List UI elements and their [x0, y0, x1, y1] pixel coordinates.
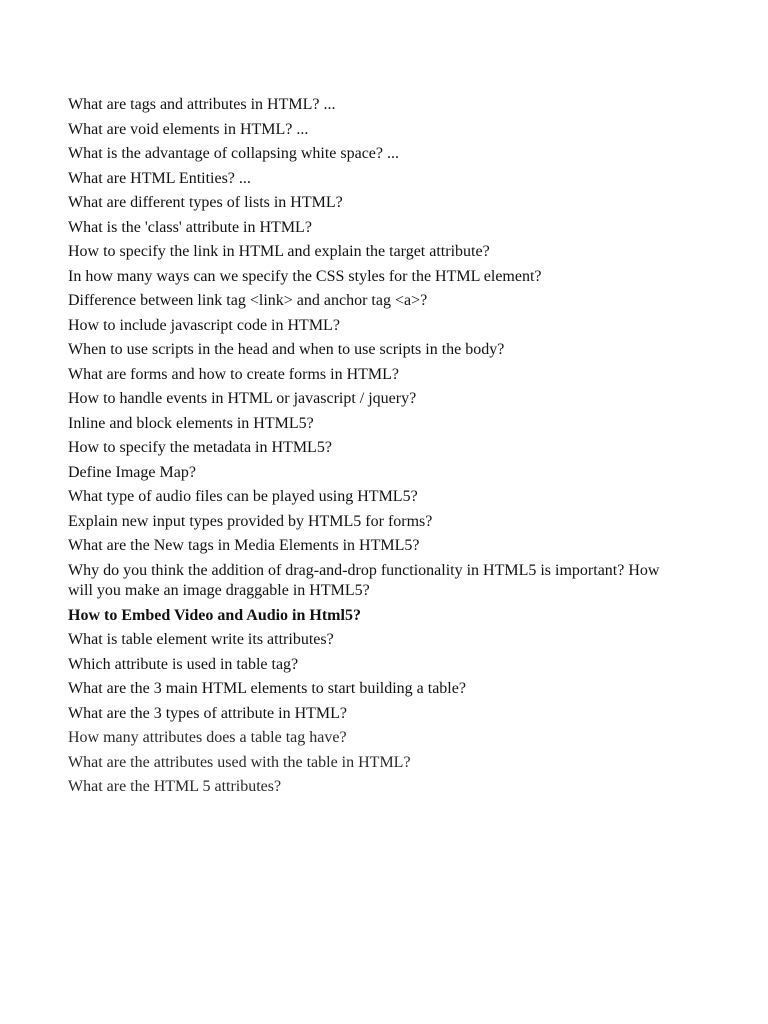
- list-item: How many attributes does a table tag have?: [68, 729, 347, 746]
- list-item: What is table element write its attributes?: [68, 631, 334, 648]
- list-item: How to handle events in HTML or javascript / jquery?: [68, 390, 417, 407]
- list-item: What are the 3 types of attribute in HTML?: [68, 704, 348, 722]
- list-item: What are different types of lists in HTML?: [68, 194, 343, 211]
- list-item: Explain new input types provided by HTML5 for forms?: [68, 512, 433, 530]
- list-item: What are forms and how to create forms in HTML?: [68, 365, 399, 383]
- list-item: What is the 'class' attribute in HTML?: [68, 218, 312, 236]
- list-item: What are the New tags in Media Elements in HTML5?: [68, 537, 420, 554]
- list-item: Define Image Map?: [68, 463, 196, 481]
- list-item: What are HTML Entities? ...: [68, 169, 251, 187]
- question-list: [68, 93, 668, 800]
- list-item: When to use scripts in the head and when to use scripts in the body?: [68, 341, 505, 358]
- list-item: How to specify the metadata in HTML5?: [68, 439, 332, 456]
- list-item: What are the HTML 5 attributes?: [68, 778, 282, 795]
- list-item: Which attribute is used in table tag?: [68, 655, 299, 673]
- list-item: How to include javascript code in HTML?: [68, 316, 340, 334]
- list-item: What are tags and attributes in HTML? ...: [68, 96, 336, 113]
- list-item: What are the 3 main HTML elements to start building a table?: [68, 680, 466, 697]
- list-item: How to specify the link in HTML and explain the target attribute?: [68, 243, 490, 260]
- list-item: In how many ways can we specify the CSS styles for the HTML element?: [68, 267, 542, 285]
- list-item: What are void elements in HTML? ...: [68, 120, 309, 138]
- list-item: Why do you think the addition of drag-and-drop functionality in HTML5 is important? How will you make an image draggable in HTML5?: [68, 561, 660, 599]
- list-item: Inline and block elements in HTML5?: [68, 414, 314, 432]
- list-item-heading: How to Embed Video and Audio in Html5?: [68, 606, 361, 624]
- list-item: What are the attributes used with the table in HTML?: [68, 753, 411, 771]
- list-item: What type of audio files can be played using HTML5?: [68, 488, 418, 505]
- list-item: What is the advantage of collapsing white space? ...: [68, 145, 399, 162]
- list-item: Difference between link tag <link> and anchor tag <a>?: [68, 292, 428, 309]
